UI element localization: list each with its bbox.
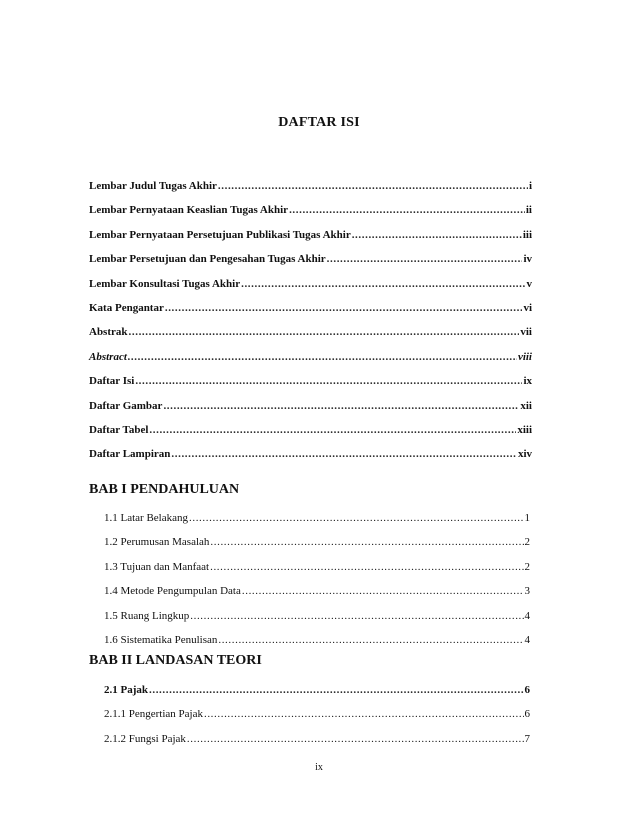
toc-leader-dots [129,326,520,338]
toc-entry-page: vi [523,301,532,314]
toc-entry-label: Kata Pengantar [89,301,164,314]
toc-entry-label: 1.2 Perumusan Masalah [104,536,210,549]
toc-entry [89,424,532,448]
toc-entry-label: Abstrak [89,326,128,339]
chapter1-list [104,512,530,658]
toc-entry [89,375,532,399]
toc-entry-label: Lembar Pernyataan Keaslian Tugas Akhir [89,204,289,217]
toc-leader-dots [210,536,523,548]
toc-entry-label: Abstract [89,350,127,363]
page-title: DAFTAR ISI [278,115,360,130]
toc-entry-page: xiv [517,448,532,461]
toc-leader-dots [218,180,528,192]
toc-entry-label: Daftar Gambar [89,399,163,412]
toc-leader-dots [352,229,522,241]
toc-entry-label: Daftar Tabel [89,423,149,436]
toc-entry-page: xii [520,399,532,412]
chapter2-list [104,684,530,757]
toc-entry-page: iii [522,228,532,241]
toc-entry-page: 4 [524,609,530,622]
toc-entry-label: 1.3 Tujuan dan Manfaat [104,560,210,573]
toc-entry [104,684,530,708]
toc-leader-dots [218,634,523,646]
toc-entry [89,351,532,375]
toc-entry-label: Lembar Konsultasi Tugas Akhir [89,277,241,290]
toc-entry-label: 2.1.2 Fungsi Pajak [104,732,186,745]
toc-entry-page: 6 [524,708,530,721]
toc-leader-dots [189,512,524,524]
toc-entry-label: Lembar Judul Tugas Akhir [89,180,217,192]
toc-entry [89,448,532,472]
toc-entry [104,610,530,634]
toc-entry-label: Daftar Isi [89,375,135,388]
toc-entry-page: 7 [524,732,530,745]
toc-entry-page: 2 [524,536,530,549]
toc-leader-dots [128,351,517,363]
toc-entry [89,253,532,277]
toc-leader-dots [327,253,523,265]
front-matter-list [89,180,532,473]
toc-leader-dots [210,561,523,573]
toc-leader-dots [149,424,516,436]
toc-entry [89,302,532,326]
toc-entry-label: 1.4 Metode Pengumpulan Data [104,585,241,598]
toc-entry [89,278,532,302]
page-number-footer: ix [315,762,323,773]
toc-entry [89,204,532,228]
toc-leader-dots [242,585,524,597]
toc-entry-label: Lembar Pernyataan Persetujuan Publikasi Tugas Akhir [89,228,351,241]
toc-entry-page: iv [523,253,532,266]
toc-entry-label: 1.1 Latar Belakang [104,512,188,524]
chapter-heading: BAB I PENDAHULUAN [89,482,240,497]
toc-entry-page: vii [520,326,532,339]
toc-entry-label: 2.1.1 Pengertian Pajak [104,708,203,721]
toc-leader-dots [165,302,523,314]
toc-entry-label: 1.5 Ruang Lingkup [104,609,190,622]
toc-entry [104,512,530,536]
chapter-heading: BAB II LANDASAN TEORI [89,653,262,668]
toc-entry-label: 1.6 Sistematika Penulisan [104,633,218,646]
toc-entry-page: 2 [524,560,530,573]
toc-entry-page: ix [523,375,532,388]
toc-entry [104,561,530,585]
toc-entry [89,229,532,253]
toc-leader-dots [163,400,519,412]
toc-leader-dots [289,204,525,216]
toc-leader-dots [241,278,525,290]
toc-entry-page: 6 [524,684,530,696]
toc-entry-page: v [526,277,532,290]
toc-entry-page: i [528,180,532,192]
toc-entry-label: Daftar Lampiran [89,448,171,461]
toc-entry-page: 3 [524,585,530,598]
toc-leader-dots [171,448,517,460]
toc-entry [104,708,530,732]
toc-entry-label: Lembar Persetujuan dan Pengesahan Tugas Akhir [89,253,326,266]
toc-leader-dots [190,610,523,622]
toc-leader-dots [135,375,522,387]
toc-leader-dots [149,684,524,696]
toc-entry [104,585,530,609]
toc-entry-label: 2.1 Pajak [104,684,148,696]
toc-entry-page: 4 [524,633,530,646]
toc-entry-page: 1 [524,512,530,524]
toc-leader-dots [204,708,524,720]
toc-entry [89,180,532,204]
toc-entry [104,733,530,757]
toc-leader-dots [187,733,524,745]
toc-entry-page: ii [525,204,532,217]
toc-entry [89,326,532,350]
toc-entry [104,536,530,560]
toc-entry [89,400,532,424]
toc-entry-page: viii [517,350,532,363]
toc-entry-page: xiii [517,423,532,436]
